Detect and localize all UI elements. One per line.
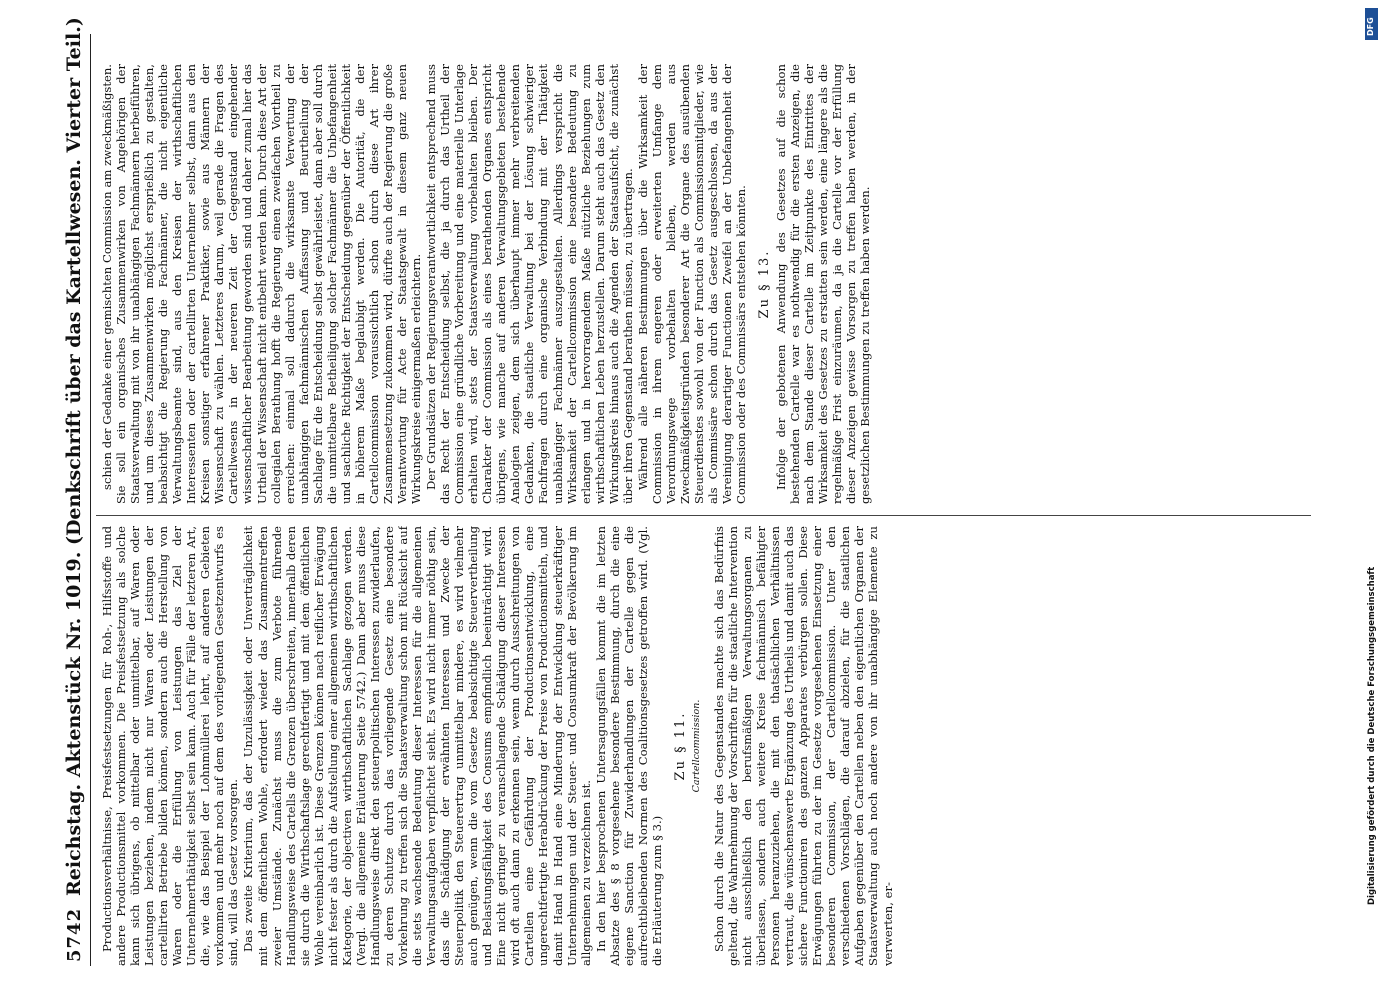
digitization-credit: Digitalisierung gefördert durch die Deutsche Forschungsgemeinschaft [1367, 566, 1377, 905]
paragraph: Der Grundsätzen der Regierungsverantwortlichkeit entsprechend muss das Recht der Entscheidung selbst, die ja durch das Urtheil der Commission eine gründliche Vorbereitung und eine materielle Unterlage erhalten wird, stets der Staatsverwaltung vorbehalten bleiben. Der Charakter der Commission als eines berathenden Organes entspricht übrigens, wie manche auf anderen Verwaltungsgebieten bestehende Analogien zeigen, dem sich überhaupt immer mehr verbreitenden Gedanken, die staatliche Verwaltung bei der Lösung schwieriger Fachfragen durch eine organische Verbindung mit der Thätigkeit unabhängiger Fachmänner auszugestalten. Allerdings verspricht die Wirksamkeit der Cartellcommission eine besondere Bedeutung zu erlangen und in hervorragendem Maße nützliche Beziehungen zum wirthschaftlichen Leben herzustellen. Darum steht auch das Gesetz den Wirkungskreis hinaus auch die Agenden der Staatsaufsicht, die zunächst über ihren Gegenstand berathen müssen, zu übertragen. [424, 64, 635, 504]
paragraph: In den hier besprochenen Untersagungsfällen kommt die im letzten Absatze des § 8 vorgesehene besondere Bestimmung, durch die eine eigene Sanction für Zuwiderhandlungen der Cartelle gegen die aufrechtbleibenden Normen des Coalitionsgesetzes getroffen wird. (Vgl. die Erläuterung zum § 3.) [593, 526, 664, 966]
column-divider [96, 515, 1311, 516]
document-page [60, 17, 1330, 966]
paragraph: Das zweite Kriterium, das der Unzulässigkeit oder Unverträglichkeit mit dem öffentlichen Wohle, erfordert wieder das Zusammentreffen zweier Umstände. Zunächst muss die zum Verbote führende Handlungsweise des Cartells die Grenzen überschreiten, innerhalb deren sie durch die Wirthschaftslage gerechtfertigt und mit dem öffentlichen Wohle vereinbarlich ist. Diese Grenzen können nach reiflicher Erwägung nicht fester als durch die Aufstellung einer allgemeinen wirthschaftlichen Kategorie, der objectiven wirthschaftlichen Sachlage gezogen werden. (Vergl. die allgemeine Erläuterung Seite 5742.) Dann aber muss diese Handlungsweise direkt den steuerpolitischen Interessen zuwiderlaufen, zu deren Schutze durch das vorliegende Gesetz eine besondere Vorkehrung zu treffen sich die Staatsverwaltung schon mit Rücksicht auf die stets wachsende Bedeutung dieser Interessen für die allgemeinen Verwaltungsaufgaben verpflichtet sieht. Es wird nicht immer nöthig sein, dass die Schädigung der erwähnten Interessen und Zwecke der Steuerpolitik den Steuerertrag unmittelbar mindere, es wird vielmehr auch genügen, wenn die vom Gesetze beabsichtigte Steuervertheilung und Belastungsfähigkeit des Consums empfindlich beeinträchtigt wird. Eine nicht geringer zu veranschlagende Schädigung dieser Interessen wird oft auch dann zu erkennen sein, wenn durch Ausschreitungen von Cartellen eine Gefährdung der Productionsentwicklung, eine ungerechtfertigte Herabdrückung der Preise von Productionsmitteln, und damit Hand in Hand eine Minderung der Entwicklung steuerkräftiger Unternehmungen und der Steuer- und Consumkraft der Bevölkerung im allgemeinen zu verzeichnen ist. [241, 526, 593, 966]
paragraph: Infolge der gebotenen Anwendung des Gesetzes auf die schon bestehenden Cartelle war es nothwendig für die ersten Anzeigen, die nach dem Stande dieser Cartelle im Zeitpunkte des Eintrittes der Wirksamkeit des Gesetzes zu erstatten sein werden, eine längere als die regelmäßige Frist einzuräumen, da ja die Cartelle vor der Erfüllung dieser Anzeigen gewisse Vorsorgen zu treffen haben werden, in der gesetzlichen Bestimmungen zu treffen haben werden. [774, 64, 873, 504]
left-column [100, 526, 1310, 966]
paragraph: Während alle näheren Bestimmungen über die Wirksamkeit der Commission in ihrem engeren oder erweiterten Umfange dem Verordnungswege vorbehalten bleiben, werden aus Zweckmäßigkeitsgründen besonderer Art die Organe des ausübenden Steuerdienstes sowohl von der Function als Commissionsmitglieder, wie als Commissäre schon durch das Gesetz ausgeschlossen, da aus der Vereinigung derartiger Functionen Zweifel an der Unbefangenheit der Commission oder des Commissärs entstehen könnten. [635, 64, 749, 504]
paragraph: Schon durch die Natur des Gegenstandes machte sich das Bedürfnis geltend, die Wahrnehmung der Vorschriften für die staatliche Intervention nicht ausschließlich den berufsmäßigen Verwaltungsorganen zu überlassen, sondern auch weitere Kreise fachmännisch befähigter Personen heranzuziehen, die mit den thatsächlichen Verhältnissen vertraut, die wünschenswerte Ergänzung des Urtheils und damit auch das sichere Functioniren des ganzen Apparates verbürgen sollen. Diese Erwägungen führten zu der im Gesetze vorgesehenen Einsetzung einer besonderen Commission, der Cartellcommission. Unter den verschiedenen Vorschlägen, die darauf abzielen, für die staatlichen Aufgaben gegenüber den Cartellen neben den eigentlichen Organen der Staatsverwaltung auch noch andere von ihr unabhängige Elemente zu verwerten, er- [711, 526, 895, 966]
running-head: Reichstag. Aktenstück Nr. 1019. (Denkschrift über das Kartellwesen. Vierter Teil.) [63, 17, 85, 896]
page-number: 5742 [64, 907, 85, 962]
section-subtitle: Cartellcommission. [690, 699, 702, 793]
section-heading: Zu § 11. [672, 711, 688, 781]
paragraph: schien der Gedanke einer gemischten Commission am zweckmäßigsten. Sie soll ein organisches Zusammenwirken von Angehörigen der Staatsverwaltung mit von ihr unabhängigen Fachmännern herbeiführen, und um dieses Zusammenwirken möglichst ersprießlich zu gestalten, beabsichtigt die Regierung die Fachmänner, die nicht eigentliche Verwaltungsbeamte sind, aus den Kreisen der wirthschaftlichen Interessenten oder der cartellirten Unternehmer selbst, dann aus den Kreisen sonstiger erfahrener Praktiker, sowie aus Männern der Wissenschaft zu wählen. Letzteres darum, weil gerade die Fragen des Cartellwesens in der neueren Zeit der Gegenstand eingehender wissenschaftlicher Bearbeitung geworden sind und daher zumal hier das Urtheil der Wissenschaft nicht entbehrt werden kann. Durch diese Art der collegialen Berathung hofft die Regierung einen zweifachen Vortheil zu erreichen: einmal soll dadurch die wirksamste Verwertung der unabhängigen fachmännischen Auffassung und Beurtheilung der Sachlage für die Entscheidung selbst gewährleistet, dann aber soll durch die unmittelbare Betheiligung solcher Fachmänner die Unbefangenheit und sachliche Richtigkeit der Entscheidung gegenüber der Öffentlichkeit in höherem Maße beglaubigt werden. Die Autorität, die der Cartellcommission voraussichtlich schon durch diese Art ihrer Zusammensetzung zukommen wird, dürfte auch der Regierung die große Verantwortung für Acte der Staatsgewalt in diesem ganz neuen Wirkungskreise einigermaßen erleichtern. [100, 64, 424, 504]
paragraph: Productionsverhältnisse, Preisfestsetzungen für Roh-, Hilfsstoffe und andere Productionsmittel vorkommen. Die Preisfestsetzung als solche kann sich übrigens, ob mittelbar oder unmittelbar, auf Waren oder Leistungen beziehen, indem nicht nur Waren oder Leistungen der cartellirten Betriebe bilden können, sondern auch die Herstellung von Waren oder die Erfüllung von Leistungen das Ziel der Unternehmerthätigkeit selbst sein kann. Auch für Fälle der letzteren Art, die, wie das Beispiel der Lohnmüllerei lehrt, auf anderen Gebieten vorkommen und mehr noch auf dem des vorliegenden Gesetzentwurfs es sind, will das Gesetz vorsorgen. [100, 526, 241, 966]
dfg-logo-icon [1365, 8, 1378, 40]
dfg-logo-text: DFG [1366, 17, 1375, 36]
right-column [100, 64, 1310, 504]
page-header [60, 17, 91, 966]
section-heading: Zu § 13. [757, 249, 773, 319]
